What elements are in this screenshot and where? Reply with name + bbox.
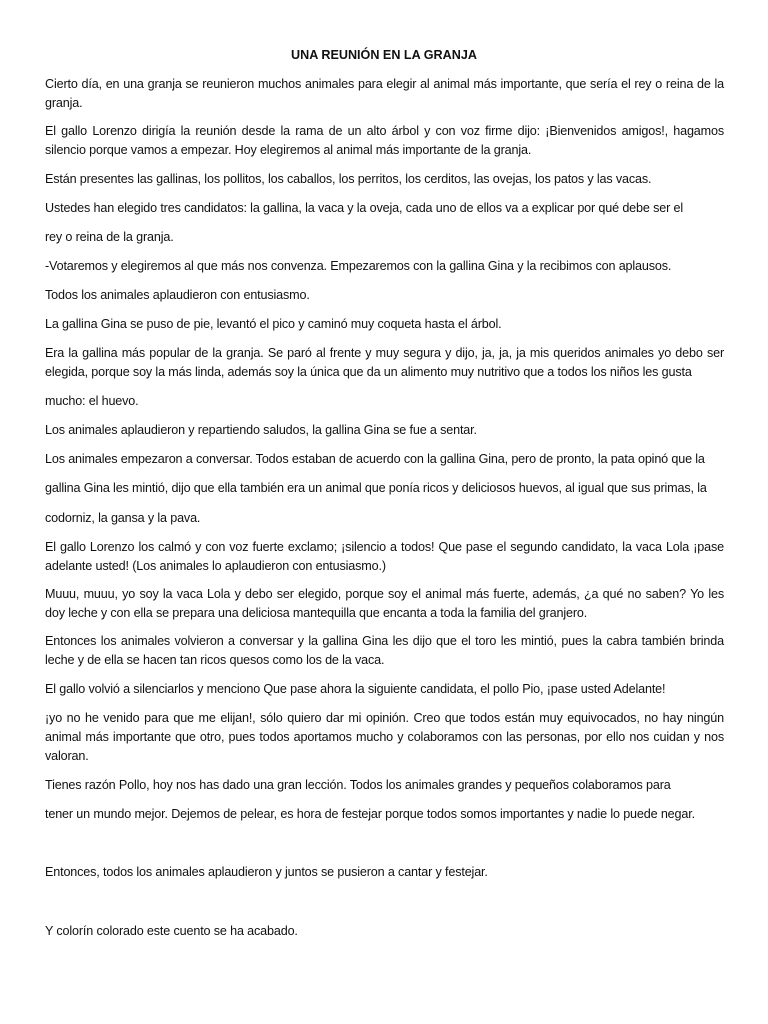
paragraph-17: Entonces los animales volvieron a conversar y la gallina Gina les dijo que el toro les mintió, pues la cabra también brinda leche y de ella se hacen tan ricos quesos como los de la vaca. xyxy=(45,634,724,667)
paragraph-3: Están presentes las gallinas, los pollitos, los caballos, los perritos, los cerditos, las ovejas, los patos y las vacas. xyxy=(45,172,652,186)
paragraph-6: -Votaremos y elegiremos al que más nos convenza. Empezaremos con la gallina Gina y la recibimos con aplausos. xyxy=(45,259,672,273)
paragraph-7: Todos los animales aplaudieron con entusiasmo. xyxy=(45,288,310,302)
paragraph-19: ¡yo no he venido para que me elijan!, sólo quiero dar mi opinión. Creo que todos están muy equivocados, no hay ningún animal más importante que otro, pues todos aportamos mucho y colaboramos con las personas, por ello nos cuidan y nos valoran. xyxy=(45,711,724,763)
paragraph-12: Los animales empezaron a conversar. Todos estaban de acuerdo con la gallina Gina, pero de pronto, la pata opinó que la xyxy=(45,452,705,466)
paragraph-1: Cierto día, en una granja se reunieron muchos animales para elegir al animal más importante, que sería el rey o reina de la granja. xyxy=(45,77,724,110)
paragraph-2: El gallo Lorenzo dirigía la reunión desde la rama de un alto árbol y con voz firme dijo: ¡Bienvenidos amigos!, hagamos silencio porque vamos a empezar. Hoy elegiremos al animal más importante de la granja. xyxy=(45,124,724,157)
paragraph-15: El gallo Lorenzo los calmó y con voz fuerte exclamo; ¡silencio a todos! Que pase el segundo candidato, la vaca Lola ¡pase adelante usted! (Los animales lo aplaudieron con entusiasmo.) xyxy=(45,540,724,573)
paragraph-22: Entonces, todos los animales aplaudieron y juntos se pusieron a cantar y festejar. xyxy=(45,865,488,879)
paragraph-9: Era la gallina más popular de la granja. Se paró al frente y muy segura y dijo, ja, ja, ja mis queridos animales yo debo ser elegida, porque soy la más linda, además soy la única que da un alimento muy nutritivo que a todos los niños les gusta xyxy=(45,346,724,379)
document-title: UNA REUNIÓN EN LA GRANJA xyxy=(291,48,477,62)
paragraph-5: rey o reina de la granja. xyxy=(45,230,174,244)
paragraph-10: mucho: el huevo. xyxy=(45,394,139,408)
paragraph-18: El gallo volvió a silenciarlos y menciono Que pase ahora la siguiente candidata, el pollo Pio, ¡pase usted Adelante! xyxy=(45,682,666,696)
paragraph-13: gallina Gina les mintió, dijo que ella también era un animal que ponía ricos y deliciosos huevos, al igual que sus primas, la xyxy=(45,481,707,495)
paragraph-4: Ustedes han elegido tres candidatos: la gallina, la vaca y la oveja, cada uno de ellos va a explicar por qué debe ser el xyxy=(45,201,683,215)
paragraph-20: Tienes razón Pollo, hoy nos has dado una gran lección. Todos los animales grandes y pequeños colaboramos para xyxy=(45,778,671,792)
paragraph-16: Muuu, muuu, yo soy la vaca Lola y debo ser elegido, porque soy el animal más fuerte, además, ¿a qué no saben? Yo les doy leche y con ella se prepara una deliciosa mantequilla que encanta a toda la familia del granjero. xyxy=(45,587,724,620)
paragraph-21: tener un mundo mejor. Dejemos de pelear, es hora de festejar porque todos somos importantes y nadie lo puede negar. xyxy=(45,807,695,821)
paragraph-14: codorniz, la gansa y la pava. xyxy=(45,511,201,525)
paragraph-11: Los animales aplaudieron y repartiendo saludos, la gallina Gina se fue a sentar. xyxy=(45,423,477,437)
paragraph-8: La gallina Gina se puso de pie, levantó el pico y caminó muy coqueta hasta el árbol. xyxy=(45,317,502,331)
paragraph-23: Y colorín colorado este cuento se ha acabado. xyxy=(45,924,298,938)
